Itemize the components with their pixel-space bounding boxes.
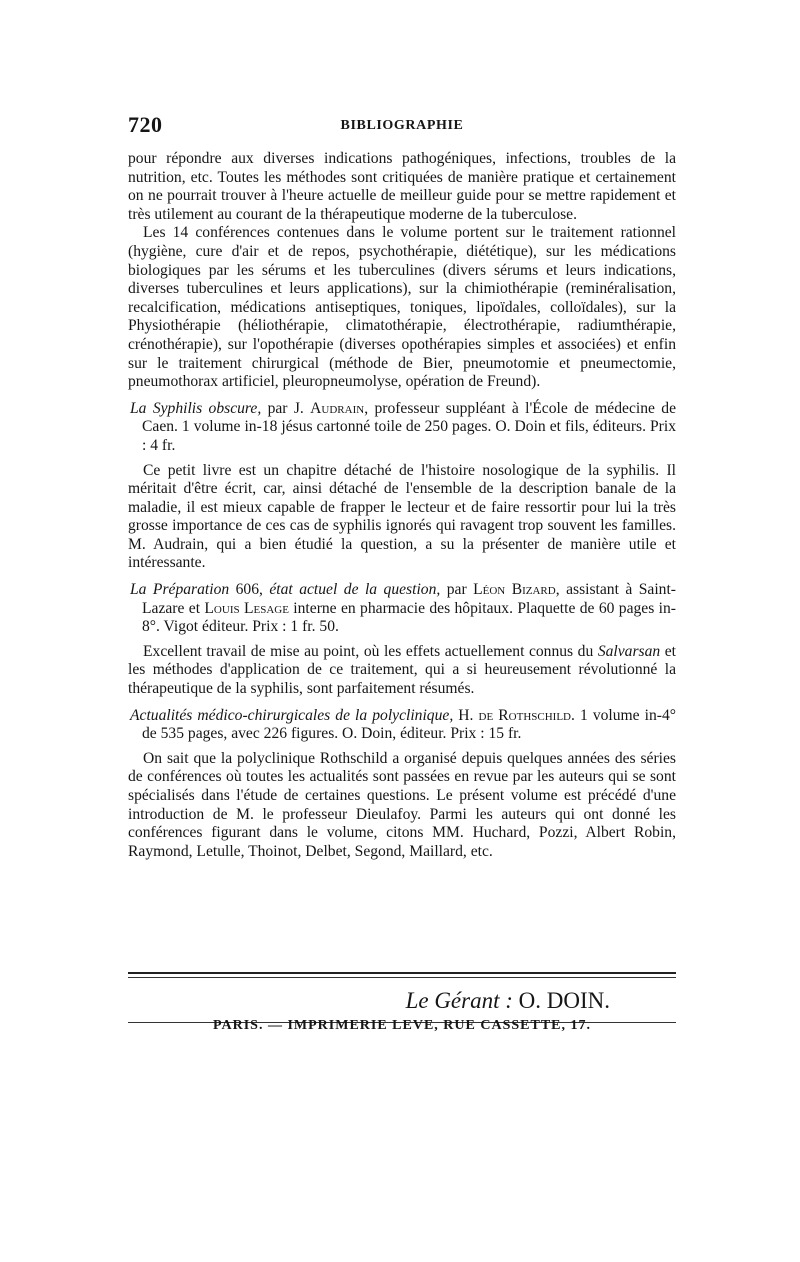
entry-author: Léon Bizard — [473, 581, 556, 599]
manager-role: Le Gérant : — [405, 988, 513, 1013]
entry-subtitle: état actuel de la question, — [269, 581, 441, 599]
page-header — [128, 112, 676, 140]
paragraph-conferences: Les 14 conférences contenues dans le volume portent sur le traitement rationnel (hygiène, cure d'air et de repos, psychothérapie, diététique), sur les médications biologiques par les sérums et les tuberculines (divers sérums et leurs indications, diverses tuberculines et leurs applications), sur la chimiothérapie (reminéralisation, recalcification, médications antiseptiques, toniques, lipoïdales, colloïdales), sur la Physiothérapie (héliothérapie, climatothérapie, électrothérapie, radiumthérapie, crénothérapie), sur l'opothérapie (diverses opothérapies simples et associées) et enfin sur le traitement chirurgical (méthode de Bier, pneumotomie et pneumectomie, pneumothorax artificiel, pleuropneumolyse, opération de Freund). — [128, 224, 676, 391]
paragraph-tuberculosis-methods: pour répondre aux diverses indications pathogéniques, infections, troubles de la nutrition, etc. Toutes les méthodes sont critiquées de manière pratique et certainement on ne pourrait trouver à l'heure actuelle de meilleur guide pour se mettre rapidement et très utilement au courant de la thérapeutique moderne de la tuberculose. — [128, 150, 676, 223]
entry-author: Louis Lesage — [204, 599, 289, 617]
text-span: et les méthodes d'application de ce traitement, qui a si heureusement révolutionné la thérapeutique de la syphilis, sont parfaitement résumés. — [128, 642, 677, 698]
entry-author: de Rothschild — [478, 706, 571, 724]
bibliography-entry-preparation-606 — [128, 581, 676, 637]
entry-number: 606, — [229, 581, 270, 599]
entry-affiliation: , assistant à Saint-Lazare et — [142, 581, 676, 617]
entry-title: La Syphilis obscure, — [130, 399, 262, 417]
entry-title: La Préparation — [130, 581, 230, 599]
paragraph-salvarsan-review — [128, 643, 676, 699]
paragraph-polyclinique-review: On sait que la polyclinique Rothschild a organisé depuis quelques années des séries de conférences où toutes les actualités sont passées en revue par les auteurs qui se sont spécialisés dans l'étude de certaines questions. Le présent volume est précédé d'une introduction de M. le professeur Dieulafoy. Parmi les auteurs qui ont donné les conférences figurant dans le volume, citons MM. Huchard, Pozzi, Albert Robin, Raymond, Letulle, Thoinot, Delbet, Segond, Maillard, etc. — [128, 749, 676, 860]
divider-bottom — [128, 977, 676, 978]
running-title: BIBLIOGRAPHIE — [340, 118, 464, 133]
manager-signature — [128, 988, 676, 1014]
signature-block — [128, 972, 676, 1023]
printer-imprint: PARIS. — IMPRIMERIE LEVE, RUE CASSETTE, 17. — [212, 1018, 591, 1033]
entry-details: . 1 volume in-4° de 535 pages, avec 226 figures. O. Doin, éditeur. Prix : 15 fr. — [142, 706, 677, 743]
body-text — [128, 150, 676, 861]
entry-details: interne en pharmacie des hôpitaux. Plaquette de 60 pages in-8°. Vigot éditeur. Prix : 1 fr. 50. — [142, 599, 676, 636]
entry-details: , professeur suppléant à l'École de médecine de Caen. 1 volume in-18 jésus cartonné toile de 250 pages. O. Doin et fils, éditeurs. Prix : 4 fr. — [142, 399, 676, 454]
salvarsan-term: Salvarsan — [597, 642, 661, 660]
bibliography-entry-syphilis — [128, 400, 676, 456]
entry-by: par J. — [261, 399, 311, 417]
page-number: 720 — [128, 112, 163, 137]
entry-by: H. — [453, 706, 479, 724]
entry-by: par — [440, 581, 474, 599]
text-span: Excellent travail de mise au point, où les effets actuellement connus du — [143, 642, 598, 660]
bibliography-entry-actualites — [128, 707, 676, 744]
paragraph-syphilis-review: Ce petit livre est un chapitre détaché de l'histoire nosologique de la syphilis. Il méritait d'être écrit, car, ainsi détaché de l'ensemble de la description banale de la maladie, il est mieux capable de frapper le lecteur et de faire ressortir pour lui la très grosse importance de ces cas de syphilis ignorés qui ravagent trop souvent les familles. M. Audrain, qui a bien étudié la question, a su la présenter de manière utile et intéressante. — [128, 461, 676, 572]
entry-author: Audrain — [310, 399, 365, 417]
manager-name: O. DOIN. — [512, 988, 610, 1013]
entry-title: Actualités médico-chirurgicales de la polyclinique, — [130, 706, 454, 724]
